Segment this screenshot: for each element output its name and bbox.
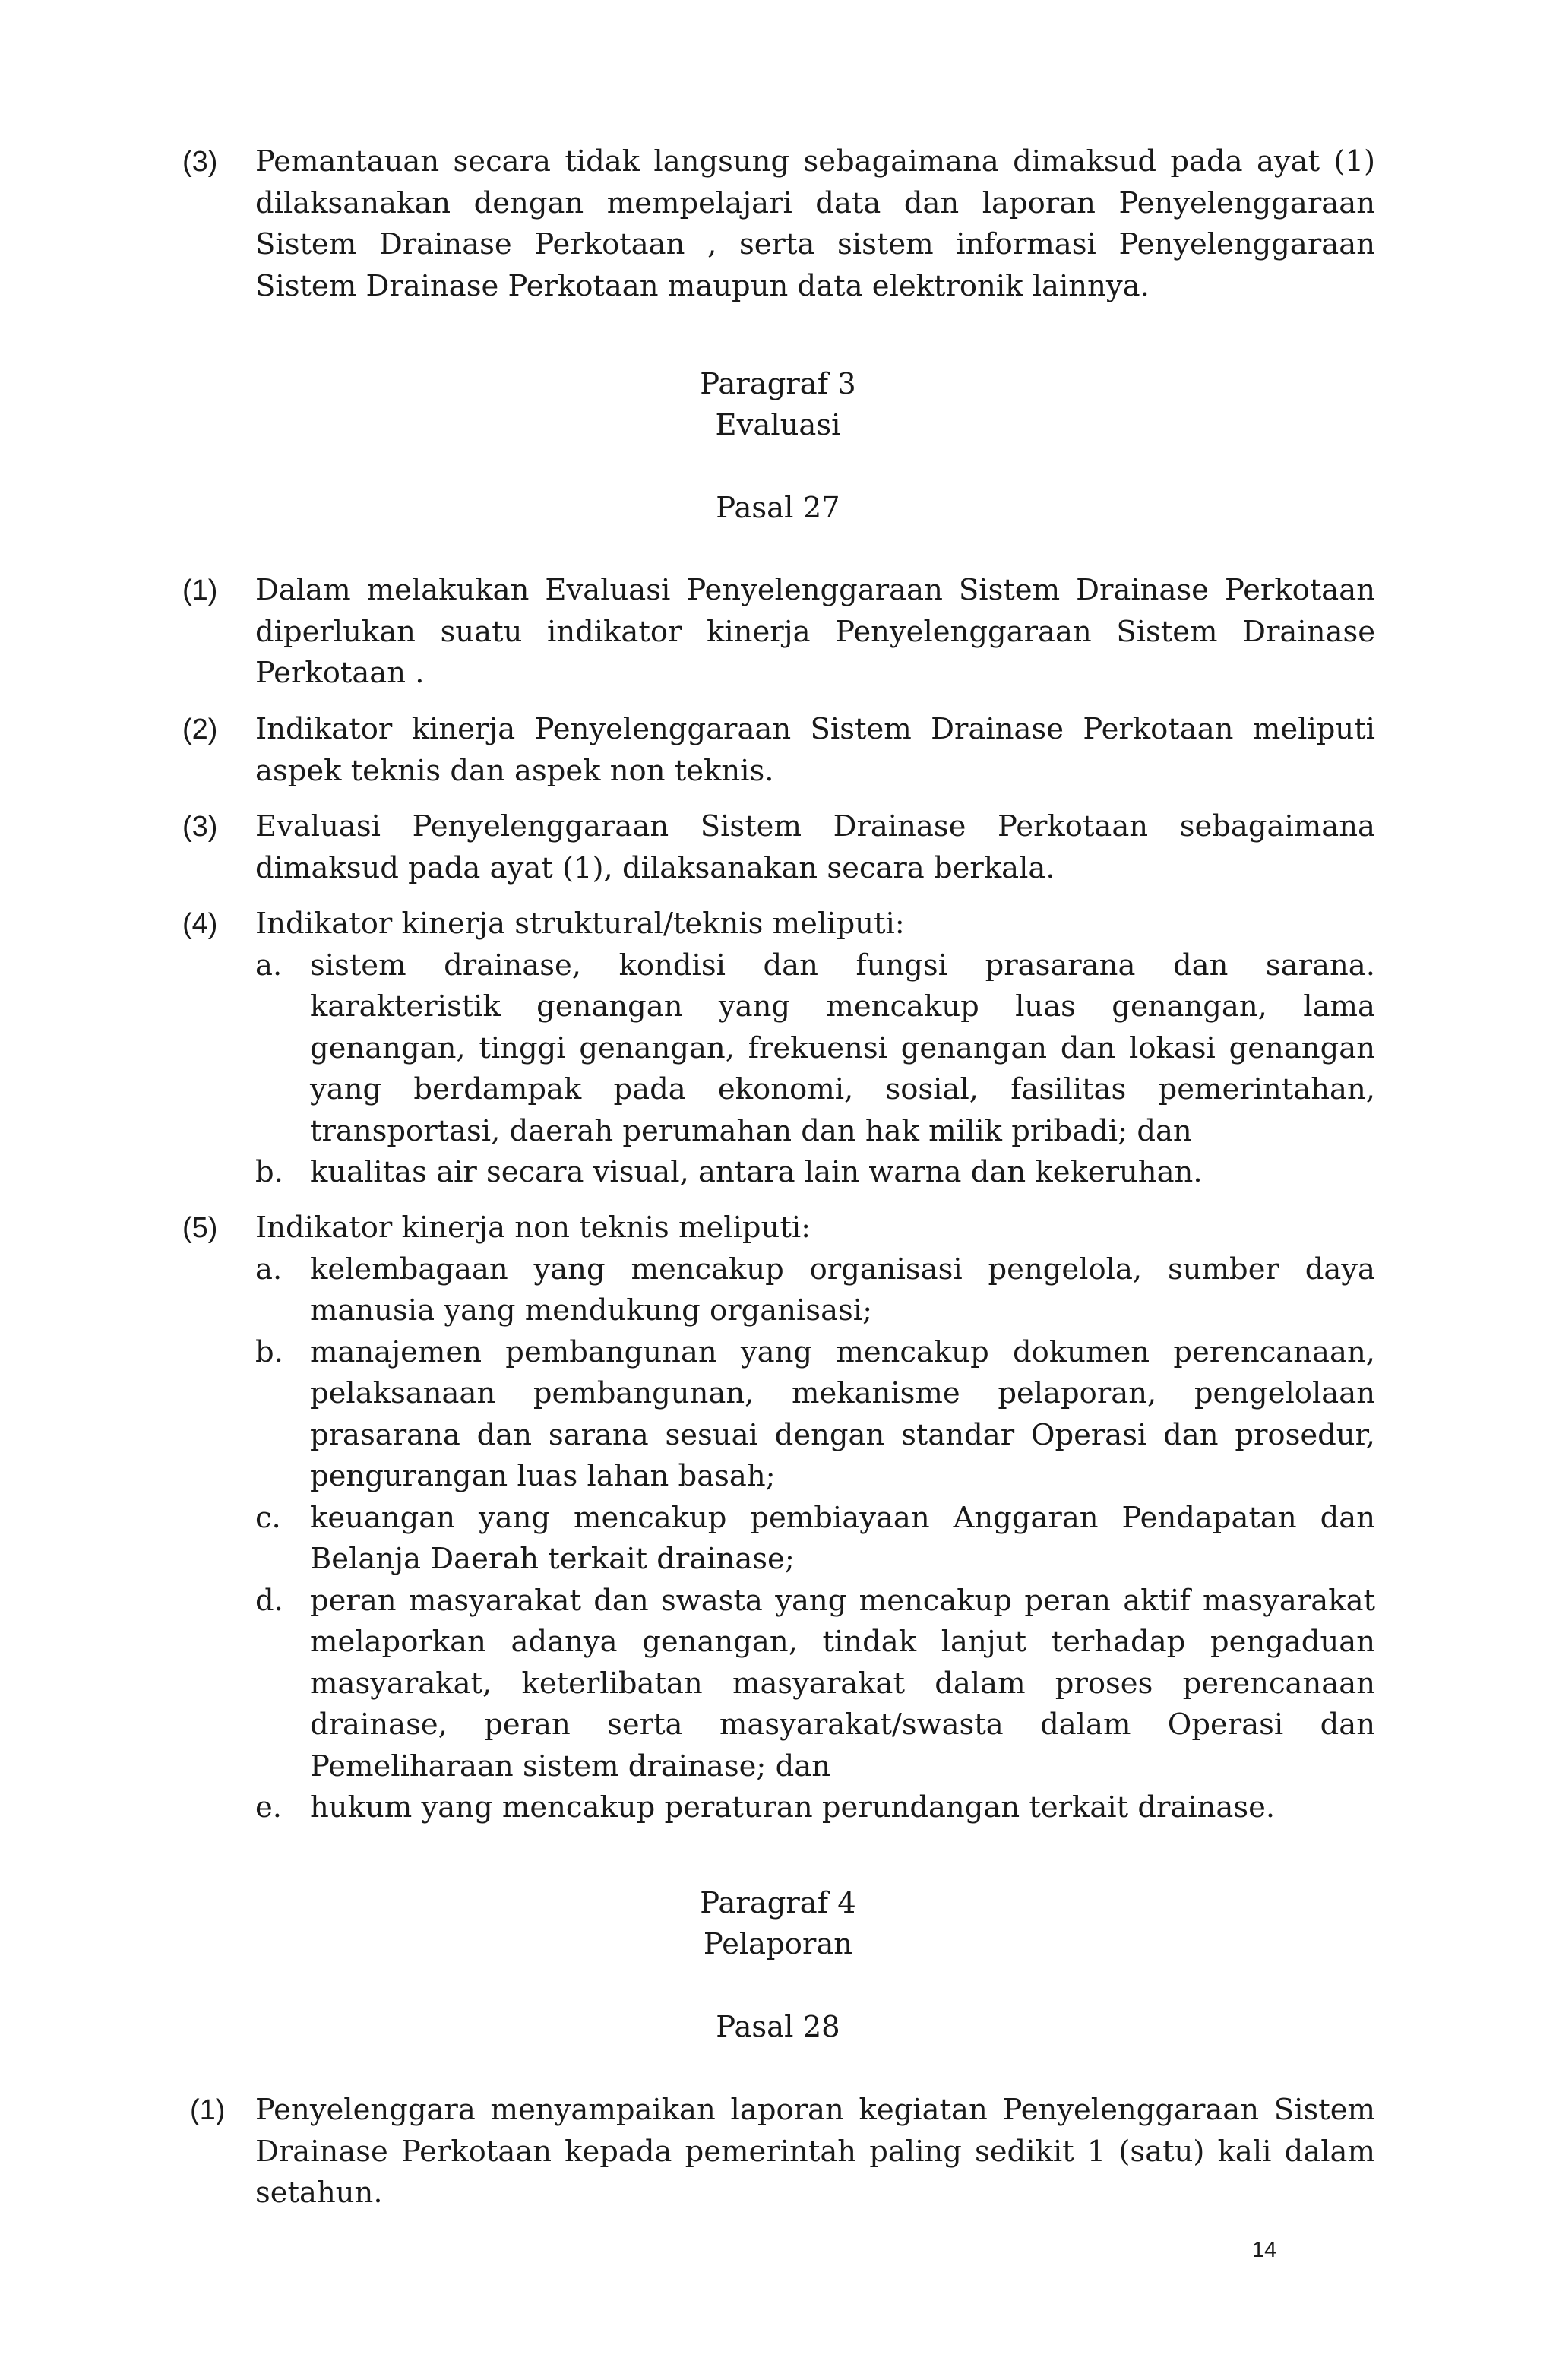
ayat-number: (5)	[182, 1212, 218, 1244]
sub-item-letter: d.	[255, 1583, 283, 1618]
sub-item-b	[255, 1152, 1375, 1194]
paragraf-4-title: Pelaporan	[703, 1927, 853, 1961]
ayat-body	[255, 904, 1375, 1194]
sub-item-text: peran masyarakat dan swasta yang mencakup peran aktif masyarakat melaporkan adanya genangan, tindak lanjut terhadap pengaduan masyarakat, keterlibatan masyarakat dalam proses perencanaan drainase, peran serta masyarakat/swasta dalam Operasi dan Pemeliharaan sistem drainase; dan	[310, 1583, 1375, 1783]
ayat-number: (2)	[182, 714, 218, 745]
pasal-28-heading: Pasal 28	[716, 2010, 840, 2044]
sub-item-a	[255, 945, 1375, 1153]
sub-item-letter: b.	[255, 1334, 283, 1369]
sub-item-letter: a.	[255, 1252, 283, 1287]
sub-item-text: keuangan yang mencakup pembiayaan Anggaran Pendapatan dan Belanja Daerah terkait drainase;	[310, 1500, 1375, 1576]
page-number: 14	[1252, 2238, 1277, 2262]
ayat-text: Indikator kinerja non teknis meliputi:	[255, 1211, 811, 1245]
ayat-text: Evaluasi Penyelenggaraan Sistem Drainase Perkotaan sebagaimana dimaksud pada ayat (1), dilaksanakan secara berkala.	[255, 809, 1375, 885]
ayat-number: (1)	[190, 2094, 226, 2126]
paragraf-4-heading: Paragraf 4	[700, 1886, 856, 1920]
sub-item-text: kualitas air secara visual, antara lain warna dan kekeruhan.	[310, 1155, 1203, 1189]
ayat-text: Indikator kinerja Penyelenggaraan Sistem Drainase Perkotaan meliputi aspek teknis dan aspek non teknis.	[255, 712, 1375, 788]
sub-item-a	[255, 1249, 1375, 1332]
paragraf-3-title: Evaluasi	[715, 408, 841, 442]
ayat-number: (1)	[182, 574, 218, 606]
sub-item-c	[255, 1498, 1375, 1581]
ayat-text: Dalam melakukan Evaluasi Penyelenggaraan Sistem Drainase Perkotaan diperlukan suatu indikator kinerja Penyelenggaraan Sistem Drainase Perkotaan .	[255, 573, 1375, 690]
ayat-text: Indikator kinerja struktural/teknis meliputi:	[255, 907, 905, 941]
pasal-27-heading: Pasal 27	[716, 491, 840, 525]
sub-item-letter: c.	[255, 1500, 281, 1535]
sub-item-text: kelembagaan yang mencakup organisasi pengelola, sumber daya manusia yang mendukung organisasi;	[310, 1252, 1375, 1328]
sub-item-b	[255, 1332, 1375, 1498]
sub-item-d	[255, 1581, 1375, 1788]
sub-item-text: sistem drainase, kondisi dan fungsi prasarana dan sarana. karakteristik genangan yang mencakup luas genangan, lama genangan, tinggi genangan, frekuensi genangan dan lokasi genangan yang berdampak pada ekonomi, sosial, fasilitas pemerintahan, transportasi, daerah perumahan dan hak milik pribadi; dan	[310, 948, 1375, 1148]
ayat-body	[255, 1207, 1375, 1829]
ayat-number: (4)	[182, 908, 218, 940]
sub-item-text: manajemen pembangunan yang mencakup dokumen perencanaan, pelaksanaan pembangunan, mekanisme pelaporan, pengelolaan prasarana dan sarana sesuai dengan standar Operasi dan prosedur, pengurangan luas lahan basah;	[310, 1334, 1375, 1493]
sub-item-letter: a.	[255, 948, 283, 983]
ayat-text: Penyelenggara menyampaikan laporan kegiatan Penyelenggaraan Sistem Drainase Perkotaan kepada pemerintah paling sedikit 1 (satu) kali dalam setahun.	[255, 2093, 1375, 2210]
ayat-text: Pemantauan secara tidak langsung sebagaimana dimaksud pada ayat (1) dilaksanakan dengan mempelajari data dan laporan Penyelenggaraan Sistem Drainase Perkotaan , serta sistem informasi Penyelenggaraan Sistem Drainase Perkotaan maupun data elektronik lainnya.	[255, 144, 1375, 303]
sub-item-text: hukum yang mencakup peraturan perundangan terkait drainase.	[310, 1790, 1276, 1825]
sub-item-letter: e.	[255, 1790, 283, 1825]
sub-item-e	[255, 1787, 1375, 1829]
paragraf-3-heading: Paragraf 3	[700, 367, 856, 401]
ayat-number: (3)	[182, 146, 218, 178]
sub-item-letter: b.	[255, 1155, 283, 1189]
ayat-number: (3)	[182, 811, 218, 843]
